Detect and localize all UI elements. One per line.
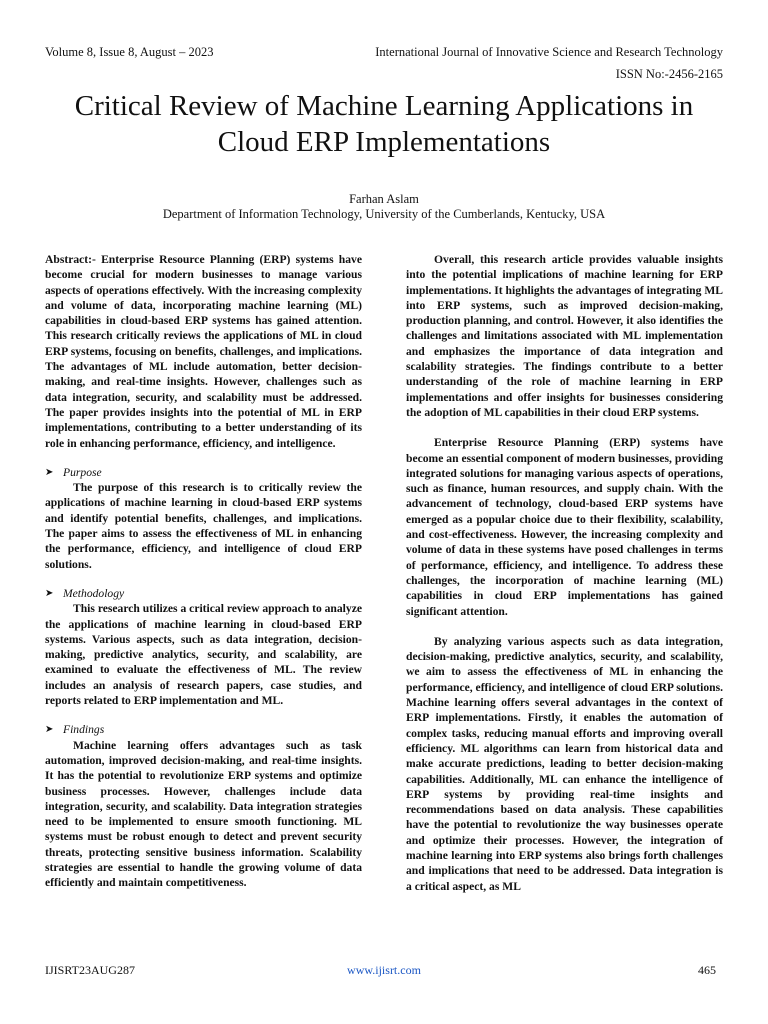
section-heading-findings bbox=[45, 722, 362, 737]
footer-paper-id: IJISRT23AUG287 bbox=[45, 963, 135, 977]
paper-title bbox=[45, 88, 723, 160]
arrow-bullet-icon: ➤ bbox=[45, 587, 54, 599]
section-heading-label: Findings bbox=[63, 723, 105, 737]
author-affiliation: Department of Information Technology, University of the Cumberlands, Kentucky, USA bbox=[162, 207, 606, 221]
title-line-1: Critical Review of Machine Learning Applications in bbox=[74, 90, 694, 122]
section-text-methodology: This research utilizes a critical review approach to analyze the applications of machine learning in cloud-based ERP systems. Various aspects, such as data integration, decision-making, predictive analytics, security, and scalability, are examined to evaluate the effectiveness of ML. The review includes an analysis of research papers, case studies, and reports related to ERP implementation and ML. bbox=[45, 602, 362, 708]
abstract: Abstract:- Enterprise Resource Planning (ERP) systems have become crucial for modern businesses to manage various aspects of operations effectively. With the increasing complexity and volume of data, incorporating machine learning (ML) capabilities in cloud-based ERP systems has gained attention. This research critically reviews the applications of ML in cloud ERP systems, focusing on benefits, challenges, and implications. The advantages of ML include automation, better decision-making, and real-time insights. However, challenges such as data integration, security, and scalability must be addressed. The paper provides insights into the potential of ML in ERP implementations, contributing to a better understanding of its role in enhancing performance, efficiency, and intelligence. bbox=[45, 253, 362, 450]
left-column bbox=[45, 252, 362, 891]
footer-page-number: 465 bbox=[698, 963, 716, 977]
section-heading-label: Purpose bbox=[63, 465, 102, 479]
section-heading-label: Methodology bbox=[63, 586, 125, 600]
header-issn: ISSN No:-2456-2165 bbox=[615, 67, 723, 81]
paragraph-overview: Overall, this research article provides valuable insights into the potential implications of machine learning for ERP implementations. It highlights the advantages of integrating ML into ERP systems, such as improved decision-making, production planning, and control. However, it also identifies the challenges and limitations associated with ML implementation and emphasizes the importance of data integration and scalability strategies. The findings contribute to a better understanding of the role of machine learning in ERP implementations and offer insights for businesses considering the adoption of ML capabilities in their cloud ERP systems. bbox=[406, 253, 723, 419]
footer-website-link[interactable]: www.ijisrt.com bbox=[347, 963, 421, 977]
section-heading-methodology bbox=[45, 586, 362, 601]
header-volume: Volume 8, Issue 8, August – 2023 bbox=[45, 45, 214, 59]
section-text-purpose: The purpose of this research is to critically review the applications of machine learning in cloud-based ERP systems and identify potential benefits, challenges, and implications. The paper aims to assess the effectiveness of ML in enhancing the performance, efficiency, and intelligence of cloud ERP solutions. bbox=[45, 481, 362, 571]
author-name: Farhan Aslam bbox=[349, 192, 419, 206]
arrow-bullet-icon: ➤ bbox=[45, 466, 54, 478]
paragraph-erp-intro: Enterprise Resource Planning (ERP) systems have become an essential component of modern businesses, providing integrated solutions for managing various aspects of operations, such as finance, human resources, and supply chain. With the advancement of technology, cloud-based ERP systems have emerged as a popular choice due to their flexibility, scalability, and cost-effectiveness. However, the increasing complexity and volume of data in these systems have posed challenges in terms of performance, efficiency, and intelligence. To address these challenges, the incorporation of machine learning (ML) capabilities in cloud ERP implementations has gained significant attention. bbox=[406, 436, 723, 618]
section-text-findings: Machine learning offers advantages such as task automation, improved decision-making, and real-time insights. It has the potential to revolutionize ERP systems and optimize business processes. However, challenges include data integration, security, and scalability. Data integration strategies need to be implemented to ensure smooth functioning. ML systems must be robust enough to detect and prevent security threats, protecting sensitive business information. Scalability strategies are essential to handle the growing volume of data efficiently and maintain competitiveness. bbox=[45, 738, 362, 890]
header-journal: International Journal of Innovative Science and Research Technology bbox=[375, 45, 723, 59]
arrow-bullet-icon: ➤ bbox=[45, 724, 54, 736]
title-line-2: Cloud ERP Implementations bbox=[217, 126, 551, 158]
section-heading-purpose bbox=[45, 465, 362, 480]
right-column bbox=[406, 252, 723, 894]
paragraph-analysis: By analyzing various aspects such as data integration, decision-making, predictive analytics, security, and scalability, we aim to assess the effectiveness of ML in enhancing the performance, efficiency, and intelligence of cloud ERP solutions. Machine learning offers several advantages in the context of ERP implementations. Firstly, it enables the automation of complex tasks, reducing manual efforts and improving overall efficiency. ML algorithms can learn from historical data and make accurate predictions, leading to better decision-making capabilities. Additionally, ML can enhance the intelligence of ERP systems by providing real-time insights and recommendations based on data analysis. These capabilities have the potential to revolutionize the way businesses operate and optimize their processes. However, the integration of machine learning into ERP systems also brings forth challenges and implications that need to be addressed. Data integration is a critical aspect, as ML bbox=[406, 634, 723, 893]
